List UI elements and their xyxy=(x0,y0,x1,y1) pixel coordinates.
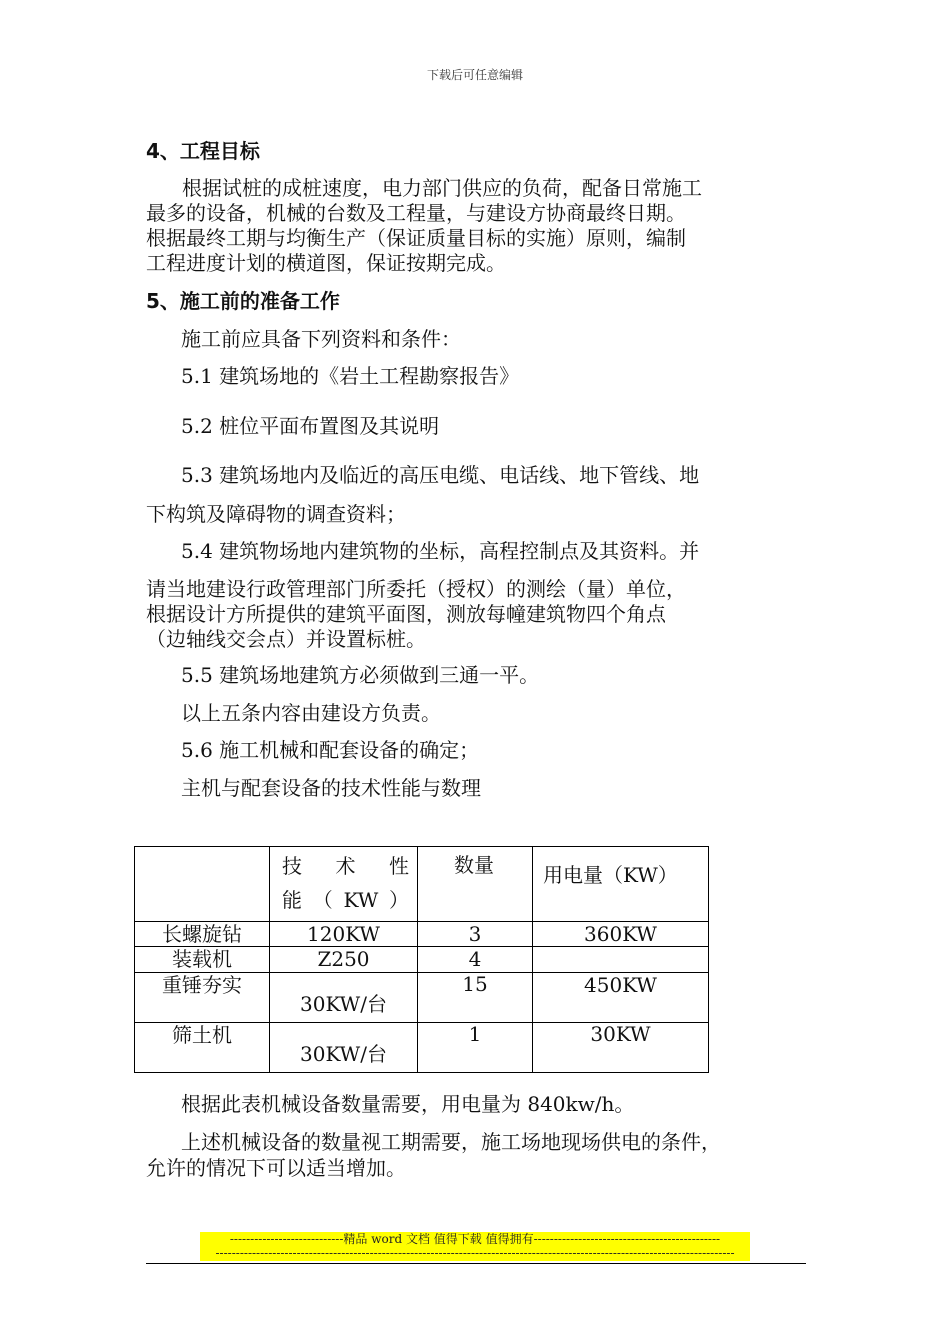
item-5-4-line4: （边轴线交会点）并设置标桩。 xyxy=(146,627,426,651)
table-cell: 1 xyxy=(418,1023,533,1073)
para-line: 工程进度计划的横道图，保证按期完成。 xyxy=(146,251,506,275)
table-cell: 装载机 xyxy=(135,947,270,973)
table-header-cell: 用电量（KW） xyxy=(533,847,709,922)
item-5-4-line2: 请当地建设行政管理部门所委托（授权）的测绘（量）单位， xyxy=(146,577,686,601)
item-5-4-line1: 5.4 建筑物场地内建筑物的坐标，高程控制点及其资料。并 xyxy=(181,539,700,563)
equipment-table xyxy=(134,846,709,1073)
closing-line2: 允许的情况下可以适当增加。 xyxy=(146,1156,406,1180)
item-5-3-line1: 5.3 建筑场地内及临近的高压电缆、电话线、地下管线、地 xyxy=(181,463,700,487)
table-cell: 筛土机 xyxy=(135,1023,270,1073)
table-cell xyxy=(533,947,709,973)
closing-line1: 上述机械设备的数量视工期需要，施工场地现场供电的条件， xyxy=(181,1130,721,1154)
table-header-cell: 数量 xyxy=(418,847,533,922)
section-4-heading: 4、工程目标 xyxy=(146,139,260,163)
table-caption: 主机与配套设备的技术性能与数理 xyxy=(181,776,481,800)
table-cell: 4 xyxy=(418,947,533,973)
item-5-6: 5.6 施工机械和配套设备的确定； xyxy=(181,738,480,762)
table-cell: 重锤夯实 xyxy=(135,973,270,1023)
para-line: 最多的设备，机械的台数及工程量，与建设方协商最终日期。 xyxy=(146,201,686,225)
footer-banner xyxy=(200,1232,750,1261)
para-line: 根据试桩的成桩速度，电力部门供应的负荷，配备日常施工 xyxy=(182,176,702,200)
table-cell: 360KW xyxy=(533,922,709,947)
table-cell: 30KW xyxy=(533,1023,709,1073)
table-cell: 30KW/台 xyxy=(270,1023,418,1073)
table-cell: 450KW xyxy=(533,973,709,1023)
item-5-4-line3: 根据设计方所提供的建筑平面图，测放每幢建筑物四个角点 xyxy=(146,602,666,626)
item-5-5: 5.5 建筑场地建筑方必须做到三通一平。 xyxy=(181,663,540,687)
table-header-row xyxy=(135,847,709,922)
table-cell: 长螺旋钻 xyxy=(135,922,270,947)
footer-line1: ----------------------------精品 word 文档 值得下载 值得拥有---------------------------------------------- xyxy=(229,1232,721,1246)
table-cell: Z250 xyxy=(270,947,418,973)
section-5-intro: 施工前应具备下列资料和条件： xyxy=(181,327,461,351)
section-5-heading: 5、施工前的准备工作 xyxy=(146,289,340,313)
bottom-rule xyxy=(146,1263,806,1264)
table-header-cell xyxy=(135,847,270,922)
item-5-3-line2: 下构筑及障碍物的调查资料； xyxy=(146,502,406,526)
table-header-cell: 技 术 性 能（KW） xyxy=(270,847,418,922)
table-cell: 30KW/台 xyxy=(270,973,418,1023)
footer-line2: -------------------------------------------------------------------------------------------------------------------------------- xyxy=(215,1246,735,1260)
section-4-paragraph xyxy=(146,176,816,276)
item-5-2: 5.2 桩位平面布置图及其说明 xyxy=(181,414,440,438)
table-cell: 120KW xyxy=(270,922,418,947)
table-row xyxy=(135,922,709,947)
para-line: 根据最终工期与均衡生产（保证质量目标的实施）原则，编制 xyxy=(146,226,686,250)
item-5-1: 5.1 建筑场地的《岩土工程勘察报告》 xyxy=(181,364,520,388)
table-cell: 3 xyxy=(418,922,533,947)
summary-line: 以上五条内容由建设方负责。 xyxy=(181,701,441,725)
power-summary: 根据此表机械设备数量需要，用电量为 840kw/h。 xyxy=(181,1092,635,1116)
table-cell: 15 xyxy=(418,973,533,1023)
table-row xyxy=(135,1023,709,1073)
table-row xyxy=(135,947,709,973)
header-note: 下载后可任意编辑 xyxy=(426,68,523,82)
table-row xyxy=(135,973,709,1023)
